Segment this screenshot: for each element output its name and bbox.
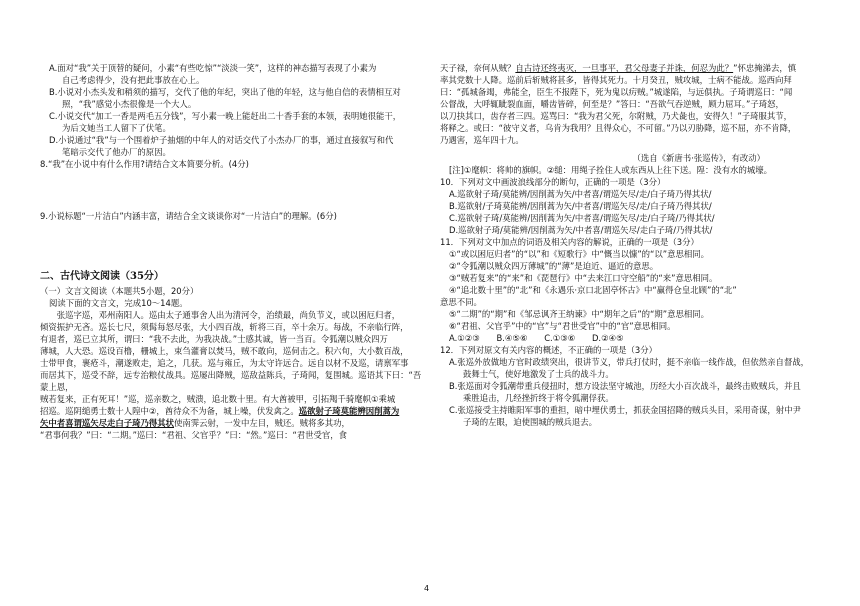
q7-options — [40, 62, 425, 158]
passage-line: 率其党数十人降。巡前后斩贼将甚多，皆得其死力。十月癸丑，贼攻城，士病不能战。巡西向拜 — [440, 75, 792, 85]
q12-option-b-cont: 乘胜追击，几经挫折终于将令狐潮俘获。 — [463, 393, 614, 403]
passage-line: 薄城，人大恐。巡设百橹，栅城上，束刍灌膏以焚马，贼不敢向，巡伺击之。积六旬，大小数百战， — [40, 346, 409, 356]
right-column — [440, 62, 825, 428]
q12-option-b: B.张巡面对令狐潮带重兵侵扭时，想方设法坚守城池，历经大小百次战斗，最终击败贼兵，并且 — [449, 381, 801, 391]
q10-option-a: A.巡欲射子琦/莫能辨/因削蒿为矢/中者喜/谓巡矢尽/走/白子琦乃得其状/ — [449, 189, 712, 199]
footnote: [注]①麾帜：将帅的旗帜。②缒：用绳子拴住人或东西从上往下送。隍：没有水的城壕。 — [449, 165, 773, 175]
question-11: 11．下列对文中加点的词语及相关内容的解说，正确的一项是（3分） — [440, 237, 699, 247]
q11-item: ⑥“君祖、父官乎”中的“官”与“君世受官”中的“官”意思相同。 — [449, 321, 676, 331]
passage-line: 贼若复来，正有死耳！”巡，巡亲数之，贼溃，追北数十里。有大酋被甲，引拓羯千骑麾帜①乘城 — [40, 394, 396, 404]
q12-option-c-cont: 子琦的左眼，迫使围城的贼兵退去。 — [463, 417, 597, 427]
q10-option-d: D.巡欲射子琦/莫能辨/因削蒿为矢/中者喜/谓巡矢尽/走白子琦/乃得其状/ — [449, 225, 713, 235]
passage-line: 而居其下，巡受不辞，远专治粮仗战具。巡屡出降贼，巡敌益陈兵，子琦闻，复围城。巡语其下曰：“吾蒙上恩， — [40, 370, 422, 392]
passage-line: 以刀抉其口，齿存者三四。巡骂曰：“我为君父死，尔附贼，乃犬彘也，安得久！”子琦服其节， — [440, 111, 793, 121]
question-8: 8.“我”在小说中有什么作用?请结合文本简要分析。(4分) — [40, 159, 249, 169]
passage-text: ”怀忠掩涕去，慎 — [733, 63, 797, 73]
q10-option-c: C.巡欲射子琦/莫能辨/因削蒿为矢/中者喜/谓巡矢尽/走/白子琦/乃得其状/ — [449, 213, 715, 223]
q11-item: ②“令狐潮以贼众四万薄城”的“薄”是迫近、逼近的意思。 — [449, 261, 659, 271]
q7-option-d-cont: 笔暗示交代了他办厂的原因。 — [62, 147, 171, 157]
left-column — [40, 62, 425, 441]
q10-option-b: B.巡欲射/子琦莫能辨/因削蒿为矢/中者喜/谓巡矢尽/走/白子琦乃得其状/ — [449, 201, 712, 211]
passage-line — [40, 417, 425, 429]
subsection-title: （一）文言文阅读（本题共5小题，20分） — [40, 286, 199, 296]
passage-line: 曰：“孤城备竭，弗能全，臣生不报陛下，死为鬼以疠贼。”城遂陷，与远俱执。子琦谓巡曰：“闻 — [440, 87, 793, 97]
q7-option-c: C.小说交代“加工一香是两毛五分钱”，写小素一晚上能赶出二十香手套的本领，表明她很能干， — [49, 111, 402, 121]
q11-item: ①“或以困厄归者”的“以”和《短歌行》中“慨当以慷”的“以”意思相同。 — [449, 249, 709, 259]
underlined-sentence: 自古诗还终夷灭，一旦事平，君父母妻子并诛，何忍为此？ — [515, 63, 734, 73]
q7-option-d: D.小说通过“我”与一个围着炉子抽烟的中年人的对话交代了小杰办厂的事，通过直接叙写和代 — [49, 135, 394, 145]
question-12: 12．下列对原文有关内容的概述，不正确的一项是（3分） — [440, 345, 657, 355]
reading-instruction: 阅读下面的文言文，完成10～14题。 — [49, 298, 188, 308]
passage-source: （选自《新唐书·张巡传》，有改动） — [632, 153, 765, 163]
q11-options: A.①②③ B.④⑤⑥ C.①③⑥ D.②④⑤ — [449, 333, 624, 343]
passage-line: 士带甲食，裹疮斗，潮遂败走，追之，几获。巡与雍丘，为太守许远合。远自以材不及巡，请禀军事 — [40, 358, 409, 368]
q7-option-b-cont: 照，“我”感觉小杰很像是一个大人。 — [62, 99, 197, 109]
q7-option-b: B.小说对小杰头发和稍须的描写，交代了他的年纪，突出了他的年轻，这与他自信的表情相互对 — [49, 87, 401, 97]
passage-text: 天子禄，奈何从贼？ — [440, 63, 516, 73]
q11-item-cont: 意思不同。 — [440, 297, 482, 307]
question-10: 10．下列对文中画波浪线部分的断句，正确的一项是（3分） — [440, 177, 666, 187]
passage-line: “君事何我？”曰：“二期。”巡曰：“君祖、父官乎？”曰：“然。”巡曰：“君世受官，食 — [40, 430, 348, 440]
section-title: 二、古代诗文阅读（35分） — [40, 271, 164, 282]
passage-text: 使南霁云射，一发中左目，贼还。贼将多其功， — [174, 418, 350, 428]
question-9: 9.小说标题“一片洁白”内涵丰富，请结合全文谈谈你对“一片洁白”的理解。(6分) — [40, 211, 337, 221]
passage-line — [40, 405, 425, 417]
page-number: 4 — [424, 584, 430, 593]
passage-line: 将释之。或曰：“彼守义者，乌肯为我用？且得众心，不可留。”乃以刃胁降，巡不屈，亦不肯降， — [440, 123, 797, 133]
q7-option-a: A.面对“我”关于顶替的疑问，小素“有些吃惊”“淡淡一笑”，这样的神态描写表现了小素为 — [49, 63, 377, 73]
passage-line — [440, 62, 825, 74]
passage-line: 乃遇害，巡年四十九。 — [440, 135, 524, 145]
q11-item: ③“贼若复来”的“来”和《琵琶行》中“去来江口守空船”的“来”意思相同。 — [449, 273, 718, 283]
passage-line: 倾资振护无吝。巡长七尺，须髯每怒尽张，大小四百战，斩将三百，卒十余万。每战，不亲临行阵， — [40, 322, 409, 332]
q12-option-a-cont: 鼓舞士气，使好地激发了士兵的战斗力。 — [463, 369, 614, 379]
q7-option-a-cont: 自己考虑得少，没有把此事放在心上。 — [62, 75, 205, 85]
passage-line: 公督战，大呼辄眦裂血面，嚼齿皆碎，何至是？”答曰：“吾欲气吞逆贼，顾力屈耳。”子琦怒， — [440, 99, 784, 109]
passage-text: 招巡。巡阴缒勇士数十人隍中②，酋待众不为备，城上噪，伏发禽之。 — [40, 406, 299, 416]
q12-option-c: C.张巡接受主持睢阳军事的重担，暗中埋伏勇士，抓获金国招降的贼兵头目，采用奇谋，射中尹 — [449, 405, 801, 415]
classical-passage — [40, 309, 425, 441]
q11-item: ⑤“二期”的“期”和《邹忌讽齐王纳谏》中“期年之后”的“期”意思相同。 — [449, 309, 709, 319]
passage-line: 张巡字巡，邓州南阳人。巡由太子通事舍人出为清河令，治绩最，尚负节义，或以困厄归者， — [56, 310, 401, 320]
classical-passage-cont — [440, 62, 825, 146]
passage-line: 有退者，巡已立其所，谓曰：“我不去此，为我决战。”士感其诚，皆一当百。令狐潮以贼众四万 — [40, 334, 388, 344]
answer-space-8 — [40, 170, 425, 210]
wavy-underlined-sentence: 巡欲射子琦莫能辨因削蒿为 — [298, 406, 400, 416]
wavy-underlined-sentence-cont: 矢中者喜谓巡矢尽走白子琦乃得其状 — [40, 418, 174, 428]
q7-option-c-cont: 为后文她当工人留下了伏笔。 — [62, 123, 171, 133]
q12-option-a: A.张巡外放做地方官时政绩突出，很讲节义，带兵打仗时，挺不亲临一线作战，但依然亲自督战， — [449, 357, 809, 367]
q11-item: ④“追北数十里”的“北”和《永遇乐·京口北固亭怀古》中“赢得仓皇北顾”的“北” — [449, 285, 737, 295]
